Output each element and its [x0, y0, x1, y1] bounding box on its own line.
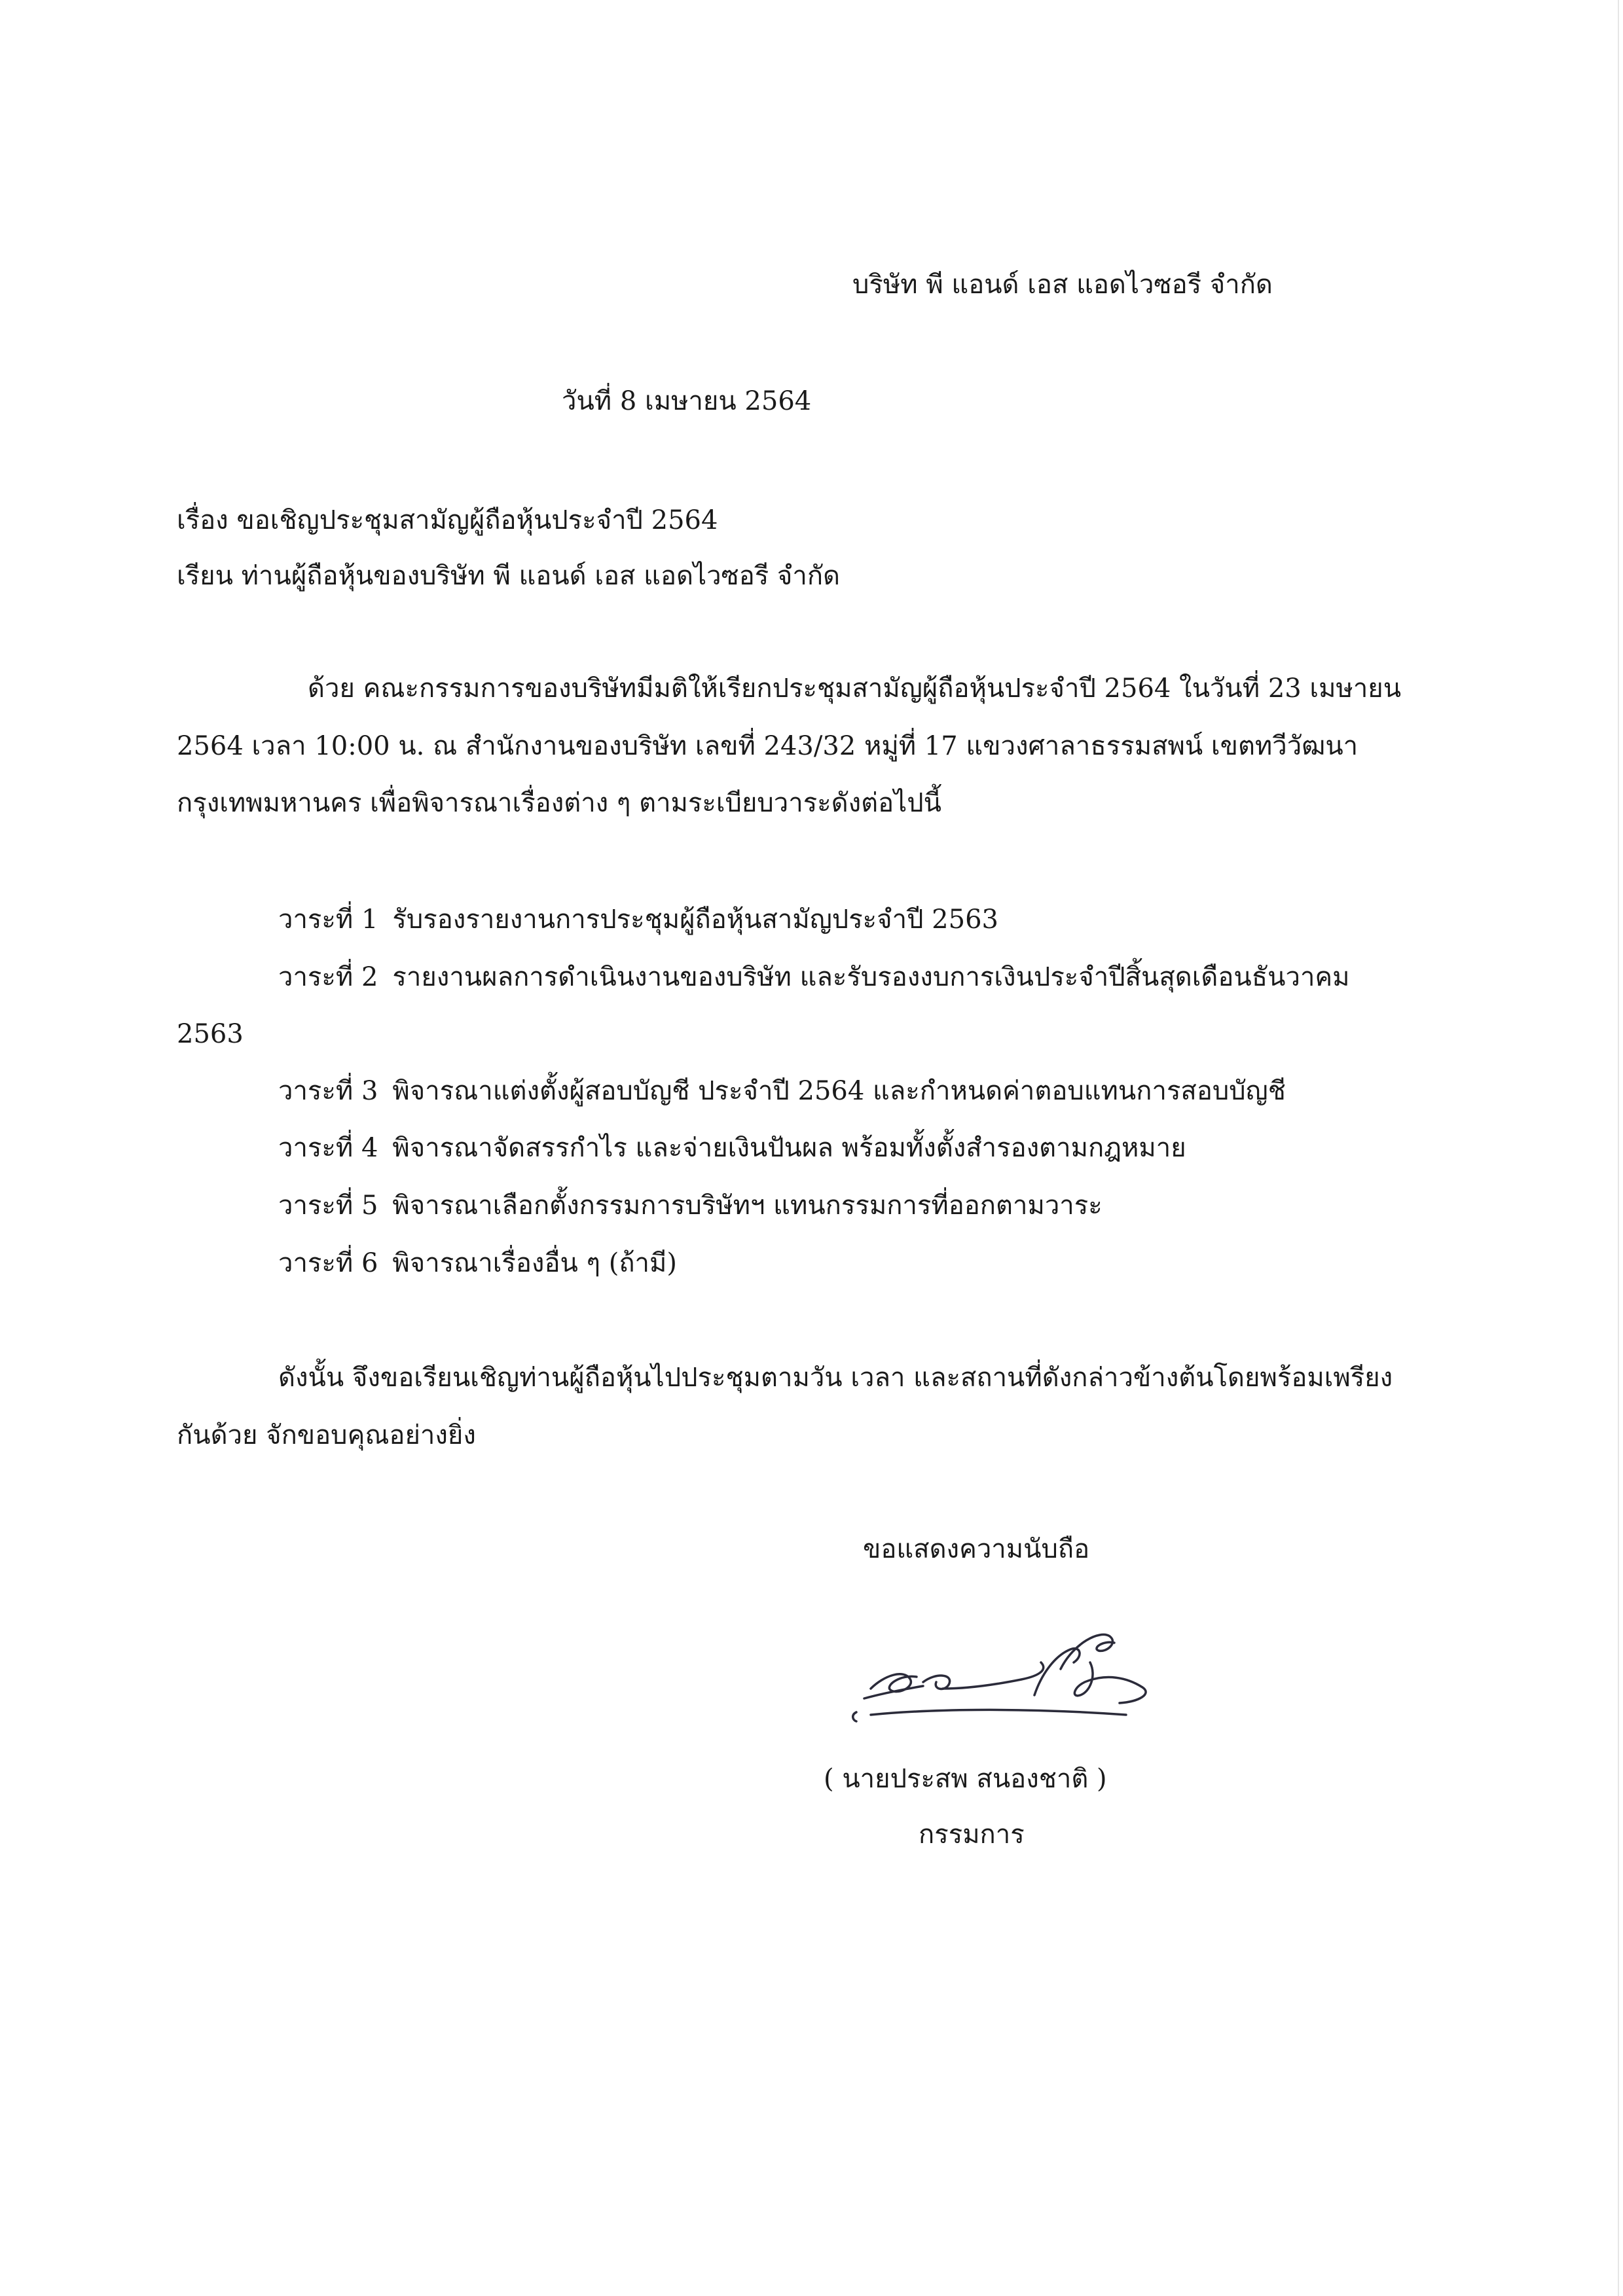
agenda-number: วาระที่ 6: [278, 1248, 378, 1278]
company-header: บริษัท พี แอนด์ เอส แอดไวซอรี จำกัด: [852, 270, 1273, 300]
agenda-number: วาระที่ 2: [278, 962, 378, 992]
agenda-number: วาระที่ 1: [278, 905, 378, 935]
agenda-item-2-continuation: 2563: [177, 1019, 244, 1049]
agenda-number: วาระที่ 5: [278, 1191, 378, 1221]
agenda-item-4: [278, 1128, 1186, 1168]
agenda-text: พิจารณาเลือกตั้งกรรมการบริษัทฯ แทนกรรมการที่ออกตามวาระ: [392, 1191, 1103, 1221]
agenda-text: พิจารณาแต่งตั้งผู้สอบบัญชี ประจำปี 2564 และกำหนดค่าตอบแทนการสอบบัญชี: [392, 1076, 1286, 1106]
closing-line-1: ดังนั้น จึงขอเรียนเชิญท่านผู้ถือหุ้นไปประชุมตามวัน เวลา และสถานที่ดังกล่าวข้างต้นโดยพร้อมเพรียง: [278, 1363, 1393, 1393]
agenda-item-3: [278, 1071, 1286, 1111]
agenda-text: พิจารณาเรื่องอื่น ๆ (ถ้ามี): [392, 1248, 677, 1278]
letter-subject: เรื่อง ขอเชิญประชุมสามัญผู้ถือหุ้นประจำปี 2564: [177, 505, 718, 535]
scan-edge-line: [1618, 0, 1619, 2296]
agenda-item-1: [278, 900, 998, 939]
agenda-number: วาระที่ 4: [278, 1133, 378, 1163]
agenda-item-5: [278, 1186, 1103, 1225]
closing-regards: ขอแสดงความนับถือ: [863, 1534, 1090, 1564]
signatory-name: ( นายประสพ สนองชาติ ): [824, 1764, 1107, 1794]
agenda-item-2: [278, 958, 1350, 997]
signatory-title: กรรมการ: [919, 1820, 1025, 1850]
letter-salutation: เรียน ท่านผู้ถือหุ้นของบริษัท พี แอนด์ เอส แอดไวซอรี จำกัด: [177, 561, 841, 591]
agenda-text: รายงานผลการดำเนินงานของบริษัท และรับรองงบการเงินประจำปีสิ้นสุดเดือนธันวาคม: [392, 962, 1350, 992]
body-line-1-text: ด้วย คณะกรรมการของบริษัทมีมติให้เรียกประชุมสามัญผู้ถือหุ้นประจำปี 2564 ในวันที่ 23 เมษายน: [308, 673, 1402, 704]
agenda-text: พิจารณาจัดสรรกำไร และจ่ายเงินปันผล พร้อมทั้งตั้งสำรองตามกฎหมาย: [392, 1133, 1186, 1163]
letter-date: วันที่ 8 เมษายน 2564: [562, 386, 812, 416]
body-paragraph-line-3: กรุงเทพมหานคร เพื่อพิจารณาเรื่องต่าง ๆ ตามระเบียบวาระดังต่อไปนี้: [177, 788, 942, 818]
agenda-number: วาระที่ 3: [278, 1076, 378, 1106]
agenda-text: รับรองรายงานการประชุมผู้ถือหุ้นสามัญประจำปี 2563: [392, 905, 998, 935]
body-paragraph-line-1: [177, 669, 1401, 708]
closing-line-2: กันด้วย จักขอบคุณอย่างยิ่ง: [177, 1420, 476, 1450]
agenda-item-6: [278, 1244, 677, 1283]
handwritten-signature: [845, 1617, 1185, 1748]
body-paragraph-line-2: 2564 เวลา 10:00 น. ณ สำนักงานของบริษัท เลขที่ 243/32 หมู่ที่ 17 แขวงศาลาธรรมสพน์ เขตทวีวัฒนา: [177, 731, 1359, 761]
